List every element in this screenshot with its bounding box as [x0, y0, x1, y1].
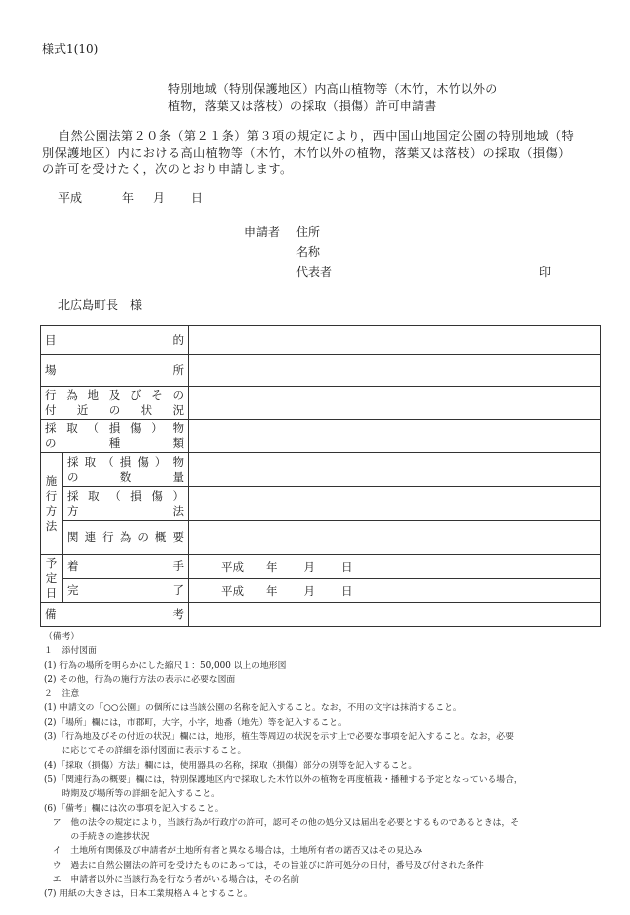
form-title-line-2: 植物，落葉又は落枝）の採取（損傷）許可申請書 — [168, 99, 437, 113]
row-end-date — [41, 579, 601, 603]
note-line: (6)「備考」欄には次の事項を記入すること。 — [44, 803, 224, 814]
row-species — [41, 420, 601, 453]
remarks-label: 備 考 — [41, 603, 189, 627]
note-line: ２ 注意 — [44, 689, 80, 700]
applicant-representative-label: 代表者 — [296, 265, 333, 279]
note-line: イ 土地所有関係及び申請者が土地所有者と異なる場合は，土地所有者の諾否又はその見込み — [44, 846, 423, 857]
note-line: (5)「関連行為の概要」欄には，特別保護地区内で採取した木竹以外の植物を再度植栽・播種する予定となっている場合， — [44, 774, 523, 785]
note-line: (2) その他，行為の施行方法の表示に必要な図面 — [44, 674, 236, 685]
start-label: 着 手 — [63, 555, 189, 579]
method-label: 採 取 （ 損 傷 ） 方 法 — [63, 487, 189, 521]
notes-section — [44, 630, 523, 902]
row-start-date — [41, 555, 601, 579]
application-table — [40, 325, 601, 627]
remarks-field[interactable] — [189, 603, 601, 627]
note-line: (1) 行為の場所を明らかにした縮尺１：50,000 以上の地形図 — [44, 660, 287, 671]
note-line: の手続きの進捗状況 — [44, 832, 150, 843]
note-line: ウ 過去に自然公園法の許可を受けたものにあっては，その旨並びに許可処分の日付，番号及び付された条件 — [44, 860, 484, 871]
note-line: １ 添付図面 — [44, 646, 97, 657]
row-location — [41, 355, 601, 387]
applicant-name-label: 名称 — [296, 245, 321, 259]
row-site-condition — [41, 387, 601, 420]
quantity-label: 採 取 （ 損 傷 ） 物 の 数 量 — [63, 453, 189, 487]
related-activity-label: 関 連 行 為 の 概 要 — [63, 521, 189, 555]
note-line: （備考） — [44, 632, 80, 642]
site-condition-label: 行 為 地 及 び そ の 付 近 の 状 況 — [41, 387, 189, 420]
application-statement-line-3: の許可を受けたく，次のとおり申請します。 — [42, 162, 293, 176]
row-purpose — [41, 326, 601, 355]
note-line: 時期及び場所等の詳細を記入すること。 — [44, 789, 220, 800]
note-line: (4)「採取（損傷）方法」欄には，使用器具の名称，採取（損傷）部分の別等を記入すること。 — [44, 760, 418, 771]
seal-mark: 印 — [539, 265, 552, 279]
note-line: ア 他の法令の規定により，当該行為が行政庁の許可，認可その他の処分又は届出を必要とするものであるときは，そ — [44, 817, 520, 828]
site-condition-field[interactable] — [189, 387, 601, 420]
application-statement-line-2: 別保護地区）内における高山植物等（木竹，木竹以外の植物，落葉又は落枝）の採取（損傷） — [42, 146, 571, 160]
purpose-field[interactable] — [189, 326, 601, 355]
addressee: 北広島町長 様 — [58, 298, 143, 312]
method-group-label: 施 行 方 法 — [41, 453, 63, 555]
applicant-address-label: 住所 — [296, 225, 321, 239]
location-field[interactable] — [189, 355, 601, 387]
note-line: (7) 用紙の大きさは，日本工業規格Ａ４とすること。 — [44, 889, 253, 900]
row-remarks — [41, 603, 601, 627]
applicant-label: 申請者 — [244, 225, 281, 239]
date-year: 年 — [122, 191, 135, 205]
row-quantity — [41, 453, 601, 487]
end-date-field[interactable]: 平成 年 月 日 — [189, 579, 601, 603]
method-field[interactable] — [189, 487, 601, 521]
related-activity-field[interactable] — [189, 521, 601, 555]
note-line: に応じてその詳細を添付図面に表示すること。 — [44, 746, 247, 757]
note-line: (1) 申請文の「○○公園」の個所には当該公園の名称を記入すること。なお，不用の文字は抹消すること。 — [44, 703, 462, 714]
row-related-activity — [41, 521, 601, 555]
date-day: 日 — [191, 191, 204, 205]
application-statement-line-1: 自然公園法第２０条（第２１条）第３項の規定により，西中国山地国定公園の特別地域（特 — [58, 129, 575, 143]
purpose-label: 目 的 — [41, 326, 189, 355]
note-line: (2)「場所」欄には，市郡町，大字，小字，地番（地先）等を記入すること。 — [44, 717, 347, 728]
location-label: 場 所 — [41, 355, 189, 387]
end-label: 完 了 — [63, 579, 189, 603]
quantity-field[interactable] — [189, 453, 601, 487]
form-title-line-1: 特別地域（特別保護地区）内高山植物等（木竹，木竹以外の — [168, 82, 498, 96]
row-method — [41, 487, 601, 521]
form-number: 様式1(10) — [42, 42, 99, 56]
species-label: 採 取 （ 損 傷 ） 物 の 種 類 — [41, 420, 189, 453]
note-line: エ 申請者以外に当該行為を行なう者がいる場合は，その名前 — [44, 875, 300, 886]
note-line: (3)「行為地及びその付近の状況」欄には，地形，植生等周辺の状況を示す上で必要な事項を記入すること。なお，必要 — [44, 732, 514, 743]
date-era: 平成 — [58, 191, 83, 205]
schedule-group-label: 予 定 日 — [41, 555, 63, 603]
date-month: 月 — [153, 191, 166, 205]
start-date-field[interactable]: 平成 年 月 日 — [189, 555, 601, 579]
species-field[interactable] — [189, 420, 601, 453]
